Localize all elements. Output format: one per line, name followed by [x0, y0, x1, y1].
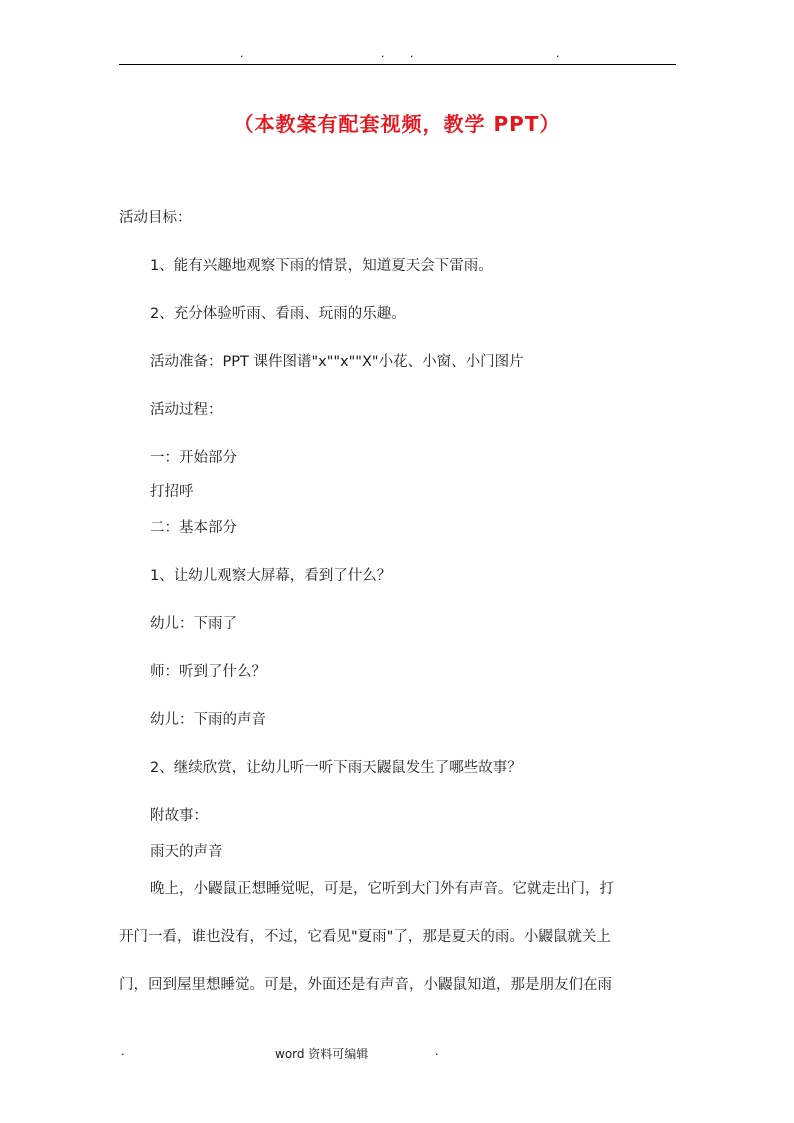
process-heading: 活动过程： [150, 402, 223, 418]
greeting-line: 打招呼 [150, 484, 194, 500]
goal-item-1: 1、能有兴趣地观察下雨的情景，知道夏天会下雷雨。 [150, 258, 493, 274]
document-title: （本教案有配套视频，教学 PPT） [233, 112, 561, 136]
footer-dot: . [435, 1045, 439, 1058]
story-heading: 附故事： [150, 808, 208, 824]
header-dot: . [410, 47, 414, 60]
header-dot: . [381, 47, 385, 60]
section-heading-start: 一：开始部分 [150, 450, 237, 466]
header-rule [119, 64, 676, 65]
header-dot: . [556, 47, 560, 60]
story-paragraph-line: 晚上，小鼹鼠正想睡觉呢，可是，它听到大门外有声音。它就走出门，打 [150, 881, 614, 897]
story-paragraph-line: 开门一看，谁也没有，不过，它看见"夏雨"了，那是夏天的雨。小鼹鼠就关上 [119, 929, 611, 945]
step-1: 1、让幼儿观察大屏幕，看到了什么？ [150, 568, 392, 584]
story-title: 雨天的声音 [150, 844, 223, 860]
dialogue-child-1: 幼儿：下雨了 [150, 616, 237, 632]
header-dot: . [240, 47, 244, 60]
goals-heading: 活动目标： [119, 210, 192, 226]
footer-dot: . [121, 1045, 125, 1058]
goal-item-2: 2、充分体验听雨、看雨、玩雨的乐趣。 [150, 306, 406, 322]
step-2: 2、继续欣赏，让幼儿听一听下雨天鼹鼠发生了哪些故事？ [150, 760, 522, 776]
dialogue-child-2: 幼儿：下雨的声音 [150, 712, 266, 728]
dialogue-teacher-1: 师：听到了什么？ [150, 664, 266, 680]
story-paragraph-line: 门，回到屋里想睡觉。可是，外面还是有声音，小鼹鼠知道，那是朋友们在雨 [119, 977, 612, 993]
footer-text: word 资料可编辑 [275, 1047, 369, 1061]
section-heading-basic: 二：基本部分 [150, 520, 237, 536]
preparation-line: 活动准备：PPT 课件图谱"x""x""X"小花、小窗、小门图片 [150, 354, 524, 370]
